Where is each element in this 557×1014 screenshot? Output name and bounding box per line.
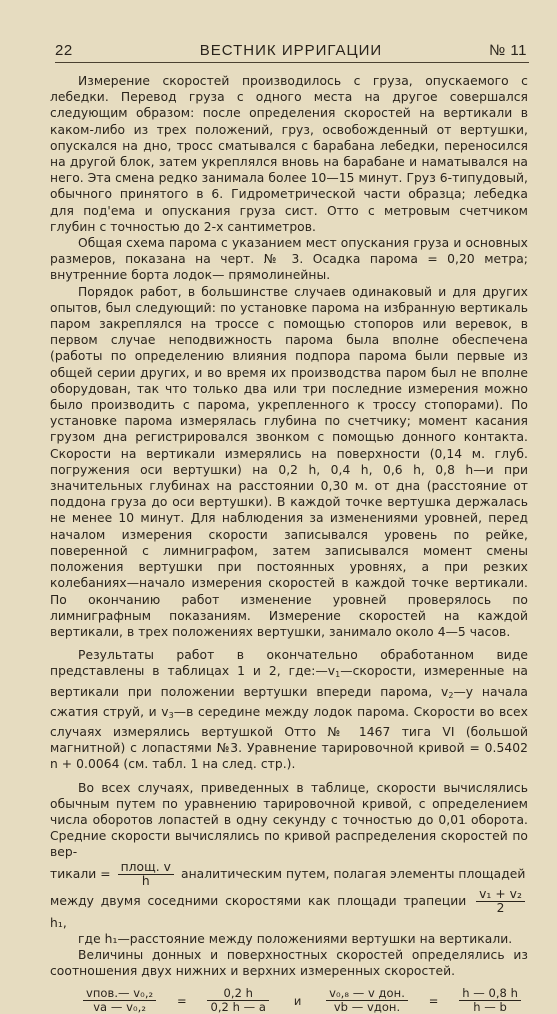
paragraph-4 xyxy=(50,647,528,772)
fraction-surface-depth xyxy=(207,987,269,1014)
equals-sign: = xyxy=(428,993,439,1008)
formula-2-suffix: h₁, xyxy=(50,915,67,930)
fraction-numerator: v₀,₈ — v дон. xyxy=(326,987,408,1001)
fraction-numerator: h — 0,8 h xyxy=(459,987,521,1001)
paragraph-4-part-c: —у начала сжатия струй, и v xyxy=(50,684,528,719)
fraction-denominator: 2 xyxy=(496,900,505,915)
fraction-surface-velocity xyxy=(83,987,156,1014)
fraction-denominator: h xyxy=(141,873,150,888)
paragraph-4-part-d: —в середине между лодок парома. Скорости во всех случаях измерялись вертушкой Отто № 1467 тига VI (большой магнитной) с лопастями №3. Уравнение тарировочной кривой = 0.5402 n + 0.0064 (см. табл. 1 на след. стр.). xyxy=(50,704,528,772)
issue-number: № 11 xyxy=(489,42,527,59)
running-header xyxy=(55,40,527,62)
paragraph-5: Во всех случаях, приведенных в таблице, скорости вычислялись обычным путем по уравнению тарировочной кривой, с определением числа оборотов лопастей в одну секунду с точностью до 0,01 оборота. Средние скорости вычислялись по кривой распределения скоростей по вер- xyxy=(50,780,528,860)
paragraph-4-part-b: —скорости, измеренные на вертикали при положении вертушки впереди парома, v xyxy=(50,664,529,699)
fraction-trapezoid xyxy=(476,888,525,915)
formula-1-prefix: тикали = xyxy=(50,866,111,881)
formula-line-2 xyxy=(50,888,528,931)
subscript-3: 3 xyxy=(168,710,174,720)
velocity-ratio-formula xyxy=(50,987,528,1014)
paragraph-1: Измерение скоростей производилось с груза, опускаемого с лебедки. Перевод груза с одного места на другое совершался следующим образом: после определения скоростей на вертикали в каком-либо из трех положений, груз, освобожденный от вертушки, опускался на дно, тросс сматывался с барабана лебедки, переносился на другой блок, затем укреплялся вновь на барабане и наматывался на него. Эта смена редко занимала более 10—15 минут. Груз 6-типудовый, обычного принятого в 6. Гидрометрической части образца; лебедка для под'ема и опускания груза сист. Отто с метровым счетчиком глубин с точностью до 2-х сантиметров. xyxy=(50,74,528,234)
fraction-bottom-depth xyxy=(459,987,521,1014)
formula-2-prefix: между двумя соседними скоростями как площади трапеции xyxy=(50,893,467,908)
fraction-numerator: площ. v xyxy=(118,861,174,875)
conjunction: и xyxy=(293,993,302,1008)
fraction-numerator: 0,2 h xyxy=(207,987,269,1001)
fraction-area-over-depth xyxy=(118,861,174,888)
fraction-numerator: v₁ + v₂ xyxy=(476,888,525,902)
subscript-1: 1 xyxy=(335,670,341,680)
paragraph-4-part-a: Результаты работ в окончательно обработанном виде представлены в таблицах 1 и 2, где:—v xyxy=(50,648,528,679)
fraction-numerator: vпов.— v₀,₂ xyxy=(83,987,156,1001)
paragraph-3: Порядок работ, в большинстве случаев одинаковый и для других опытов, был следующий: по установке парома на избранную вертикаль паром закреплялся на троссе с помощью стопоров или веревок, в первом случае неподвижность парома была вполне обеспечена (работы по определению влияния подпора парома были первые из общей серии других, и во время их производства паром был не вполне оборудован, так что только два или три последние измерения можно было производить с парома, укрепленного к троссу стопорами). По установке парома измерялась глубина по счетчику; момент касания грузом дна регистрировался звонком с помощью донного контакта. Скорости на вертикали измерялись на поверхности (0,14 м. глуб. погружения оси вертушки) на 0,2 h, 0,4 h, 0,6 h, 0,8 h—и при значительных глубинах на расстоянии 0,30 м. от дна (расстояние от поддона груза до оси вертушки). В каждой точке вертушка держалась не менее 10 минут. Для наблюдения за изменениями уровней, перед началом измерения скорости записывался уровень по рейке, поверенной с лимниграфом, затем записывался момент смены положения вертушки при постоянных уровнях, а при резких колебаниях—начало измерения скоростей в каждой точке вертикали. По окончанию работ изменение уровней проверялось по лимниграфным показаниям. Измерение скоростей на каждой вертикали, в трех положениях вертушки, занимало около 4—5 часов. xyxy=(50,284,528,639)
formula-line-1 xyxy=(50,861,528,888)
fraction-denominator: 0,2 h — a xyxy=(210,1000,267,1014)
article-body xyxy=(50,73,528,1014)
fraction-denominator: va — v₀,₂ xyxy=(93,1000,146,1014)
journal-title: ВЕСТНИК ИРРИГАЦИИ xyxy=(199,42,383,59)
formula-1-suffix: аналитическим путем, полагая элементы площадей xyxy=(180,866,526,881)
fraction-denominator: h — b xyxy=(473,1000,507,1014)
fraction-bottom-velocity xyxy=(326,987,408,1014)
paragraph-7: Величины донных и поверхностных скоростей определялись из соотношения двух нижних и верхних измеренных скоростей. xyxy=(50,947,528,979)
page-number: 22 xyxy=(55,42,73,59)
subscript-2: 2 xyxy=(448,690,454,700)
paragraph-6: где h₁—расстояние между положениями вертушки на вертикали. xyxy=(78,931,513,946)
fraction-denominator: vb — vдон. xyxy=(333,1000,401,1014)
equals-sign: = xyxy=(176,993,187,1008)
header-rule xyxy=(55,62,529,63)
paragraph-2: Общая схема парома с указанием мест опускания груза и основных размеров, показана на черт. № 3. Осадка парома = 0,20 метра; внутренние борта лодок— прямолинейны. xyxy=(50,236,528,283)
